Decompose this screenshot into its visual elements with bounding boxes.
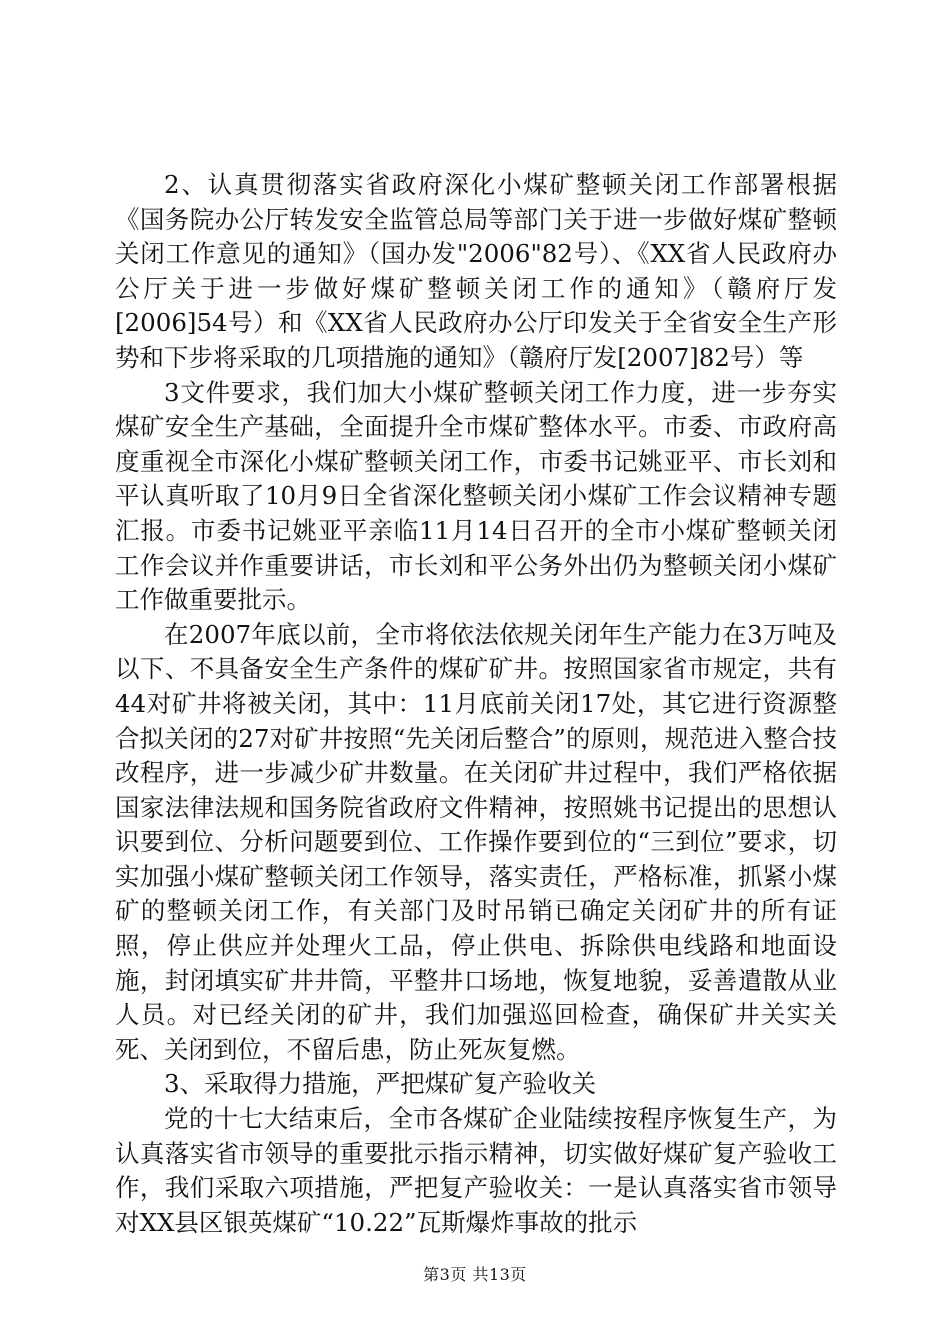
page-number-footer: 第3页 共13页	[423, 1265, 527, 1284]
paragraph-mine-closures: 在2007年底以前，全市将依法依规关闭年生产能力在3万吨及以下、不具备安全生产条件的煤矿矿井。按照国家省市规定，共有44对矿井将被关闭，其中：11月底前关闭17处，其它进行资源整合拟关闭的27对矿井按照“先关闭后整合”的原则，规范进入整合技改程序，进一步减少矿井数量。在关闭矿井过程中，我们严格依据国家法律法规和国务院省政府文件精神，按照姚书记提出的思想认识要到位、分析问题要到位、工作操作要到位的“三到位”要求，切实加强小煤矿整顿关闭工作领导，落实责任，严格标准，抓紧小煤矿的整顿关闭工作，有关部门及时吊销已确定关闭矿井的所有证照，停止供应并处理火工品，停止供电、拆除供电线路和地面设施，封闭填实矿井井筒，平整井口场地，恢复地貌，妥善遣散从业人员。对已经关闭的矿井，我们加强巡回检查，确保矿井关实关死、关闭到位，不留后患，防止死灰复燃。	[115, 619, 837, 1064]
paragraph-coal-mine-deployment: 2、认真贯彻落实省政府深化小煤矿整顿关闭工作部署根据《国务院办公厅转发安全监管总局等部门关于进一步做好煤矿整顿关闭工作意见的通知》（国办发"2006"82号）、《XX省人民政府办公厅关于进一步做好煤矿整顿关闭工作的通知》（赣府厅发[2006]54号）和《XX省人民政府办公厅印发关于全省安全生产形势和下步将采取的几项措施的通知》（赣府厅发[2007]82号）等	[115, 170, 837, 372]
section-heading-resumption-acceptance: 3、采取得力措施，严把煤矿复产验收关	[164, 1069, 597, 1099]
paragraph-document-requirements: 3文件要求，我们加大小煤矿整顿关闭工作力度，进一步夯实煤矿安全生产基础，全面提升全市煤矿整体水平。市委、市政府高度重视全市深化小煤矿整顿关闭工作，市委书记姚亚平、市长刘和平认真听取了10月9日全省深化整顿关闭小煤矿工作会议精神专题汇报。市委书记姚亚平亲临11月14日召开的全市小煤矿整顿关闭工作会议并作重要讲话，市长刘和平公务外出仍为整顿关闭小煤矿工作做重要批示。	[115, 377, 837, 615]
paragraph-resumption-measures: 党的十七大结束后，全市各煤矿企业陆续按程序恢复生产，为认真落实省市领导的重要批示指示精神，切实做好煤矿复产验收工作，我们采取六项措施，严把复产验收关：一是认真落实省市领导对XX县区银英煤矿“10.22”瓦斯爆炸事故的批示	[115, 1104, 837, 1237]
document-body	[115, 168, 837, 1240]
